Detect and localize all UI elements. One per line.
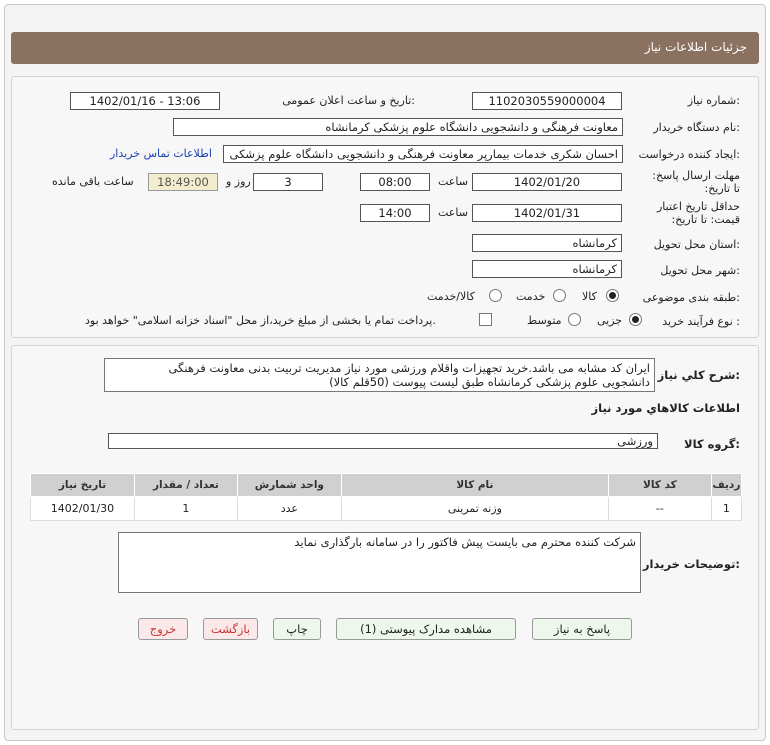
remaining-time-field: 18:49:00 [148, 173, 218, 191]
category-service-label: خدمت [516, 290, 546, 303]
goods-group-field: ورزشی [108, 433, 658, 449]
attachments-button[interactable]: مشاهده مدارک پیوستی (1) [336, 618, 516, 640]
col-qty: تعداد / مقدار [134, 474, 237, 497]
process-minor-radio[interactable] [629, 313, 642, 326]
exit-button[interactable]: خروج [138, 618, 188, 640]
treasury-payment-note: پرداخت تمام یا بخشی از مبلغ خرید،از محل "اسناد خزانه اسلامی" خواهد بود. [85, 314, 436, 327]
deadline-days-label: روز و [226, 175, 251, 188]
city-field: کرمانشاه [472, 260, 622, 278]
cell-name: وزنه تمرینی [341, 497, 608, 521]
deadline-time-field: 08:00 [360, 173, 430, 191]
cell-qty: 1 [134, 497, 237, 521]
category-label: طبقه بندی موضوعی: [642, 291, 740, 304]
category-goods-label: کالا [582, 290, 597, 303]
process-minor-label: جزیی [597, 314, 623, 327]
buyer-org-field: معاونت فرهنگی و دانشجویی دانشگاه علوم پزشکی کرمانشاه [173, 118, 623, 136]
cell-row: 1 [711, 497, 741, 521]
process-medium-radio[interactable] [568, 313, 581, 326]
announce-label: تاریخ و ساعت اعلان عمومی: [282, 94, 415, 107]
back-button[interactable]: بازگشت [203, 618, 258, 640]
process-medium-label: متوسط [527, 314, 562, 327]
category-service-radio[interactable] [553, 289, 566, 302]
table-header-row [31, 474, 742, 497]
requester-field: احسان شکری خدمات بیمارپر معاونت فرهنگی و دانشجویی دانشگاه علوم پزشکی [223, 145, 623, 163]
col-code: کد کالا [608, 474, 711, 497]
announce-field: 1402/01/16 - 13:06 [70, 92, 220, 110]
category-goods-service-label: کالا/خدمت [427, 290, 475, 303]
validity-time-field: 14:00 [360, 204, 430, 222]
deadline-days-field: 3 [253, 173, 323, 191]
page-title: جزئیات اطلاعات نیاز [644, 40, 747, 54]
col-name: نام کالا [341, 474, 608, 497]
buyer-org-label: نام دستگاه خریدار: [653, 121, 740, 134]
remaining-time-label: ساعت باقی مانده [52, 175, 134, 188]
buyer-notes-label: توضیحات خریدار: [642, 557, 740, 571]
summary-line-1: ایران کد مشابه می باشد.خرید تجهیزات واقلام ورزشی مورد نیاز مدیریت تربیت بدنی معاونت فرهنگی [168, 361, 650, 375]
summary-textarea [104, 358, 655, 392]
validity-time-label: ساعت [438, 206, 468, 219]
goods-section-title: اطلاعات کالاهاي مورد نياز [591, 401, 740, 415]
col-date: تاریخ نیاز [31, 474, 135, 497]
buyer-notes-textarea: شرکت کننده محترم می بایست پیش فاکتور را در سامانه بارگذاری نماید [118, 532, 641, 593]
deadline-label: مهلت ارسال پاسخ: تا تاریخ: [652, 169, 740, 195]
summary-line-2: دانشجویی علوم پزشکی کرمانشاه طبق لیست پیوست (50قلم کالا) [329, 375, 650, 389]
province-label: استان محل تحویل: [653, 238, 740, 251]
category-goods-radio[interactable] [606, 289, 619, 302]
reply-button[interactable]: پاسخ به نیاز [532, 618, 632, 640]
deadline-date-field: 1402/01/20 [472, 173, 622, 191]
category-goods-service-radio[interactable] [489, 289, 502, 302]
city-label: شهر محل تحویل: [660, 264, 740, 277]
table-row [31, 497, 742, 521]
summary-label: شرح کلي نياز: [657, 368, 740, 382]
print-button[interactable]: چاپ [273, 618, 321, 640]
cell-code: -- [608, 497, 711, 521]
col-row: ردیف [711, 474, 741, 497]
province-field: کرمانشاه [472, 234, 622, 252]
contact-buyer-link[interactable]: اطلاعات تماس خریدار [110, 147, 212, 160]
process-label: نوع فرآیند خرید : [662, 315, 740, 328]
validity-date-field: 1402/01/31 [472, 204, 622, 222]
cell-unit: عدد [237, 497, 341, 521]
col-unit: واحد شمارش [237, 474, 341, 497]
goods-table [30, 473, 742, 521]
validity-label: حداقل تاریخ اعتبار قیمت: تا تاریخ: [656, 200, 740, 226]
requester-label: ایجاد کننده درخواست: [638, 148, 740, 161]
header-bar [11, 32, 759, 64]
need-number-label: شماره نیاز: [687, 94, 740, 107]
goods-group-label: گروه کالا: [684, 437, 740, 451]
need-number-field: 1102030559000004 [472, 92, 622, 110]
treasury-payment-checkbox[interactable] [479, 313, 492, 326]
deadline-time-label: ساعت [438, 175, 468, 188]
cell-date: 1402/01/30 [31, 497, 135, 521]
